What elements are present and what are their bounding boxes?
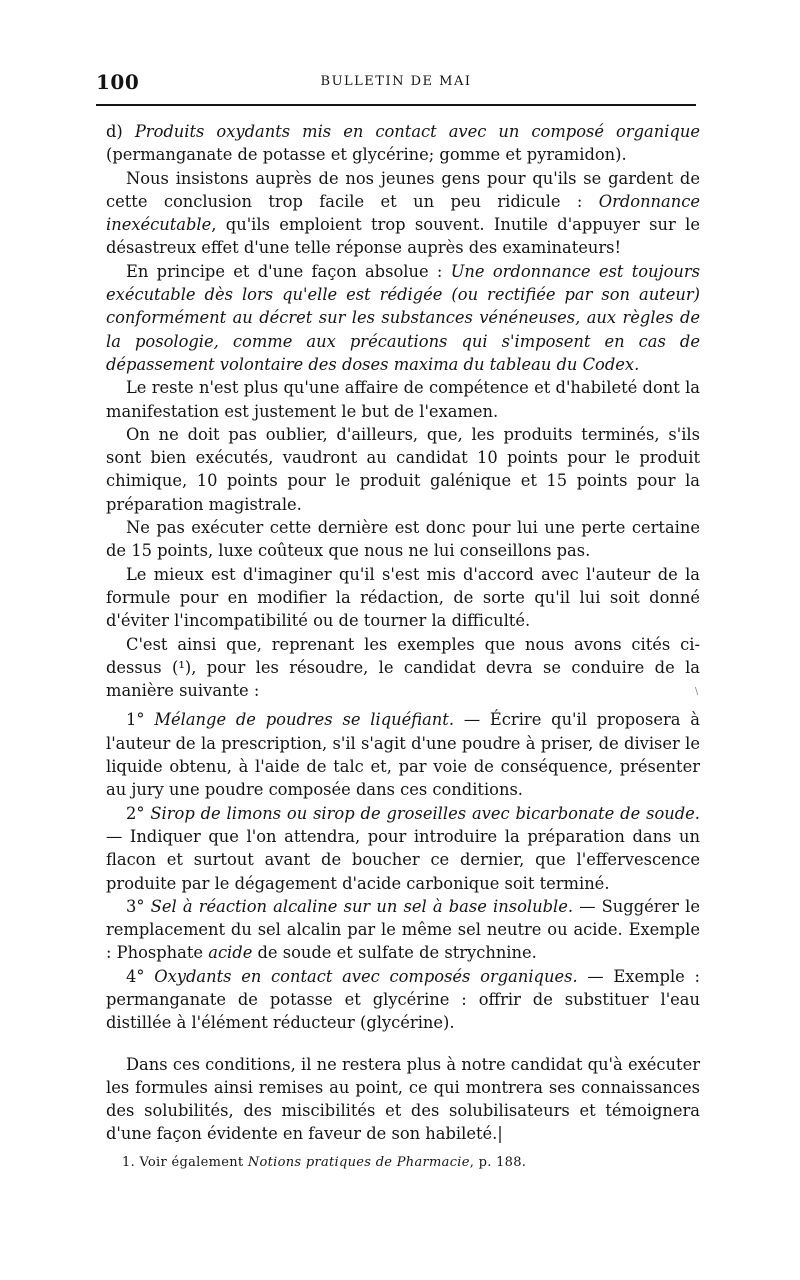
- stray-mark: ∖: [693, 687, 700, 698]
- list-item-2-number: 2°: [126, 803, 151, 823]
- list-item-3-text-b: de soude et sulfate de strychnine.: [252, 943, 537, 963]
- page-header: [96, 70, 696, 100]
- list-item-3-text-a: — Suggérer le remplacement du sel alcalin par le même sel neutre ou acide. Exemple : Phosphate: [106, 896, 700, 963]
- paragraph-2-text-a: En principe et d'une façon absolue :: [126, 261, 451, 281]
- paragraph-6: Le mieux est d'imaginer qu'il s'est mis d'accord avec l'auteur de la formule pour en modifier la rédaction, de sorte qu'il lui soit donné d'éviter l'incompatibilité ou de tourner la difficulté.: [106, 564, 700, 631]
- paragraph-7: C'est ainsi que, reprenant les exemples que nous avons cités ci-dessus (¹), pour les résoudre, le candidat devra se conduire de la manière suivante :: [106, 634, 700, 701]
- footnote-number: 1.: [122, 1155, 140, 1170]
- list-item-2: [106, 802, 700, 895]
- running-head: BULLETIN DE MAI: [320, 74, 472, 89]
- paragraph-2: [106, 260, 700, 376]
- header-rule: [96, 104, 696, 106]
- list-item-4: [106, 965, 700, 1035]
- list-item-2-text: — Indiquer que l'on attendra, pour introduire la préparation dans un flacon et surtout avant de boucher ce dernier, que l'effervescence produite par le dégagement d'acide carbonique soit terminé.: [106, 826, 700, 893]
- paragraph-4: On ne doit pas oublier, d'ailleurs, que, les produits terminés, s'ils sont bien exécutés, vaudront au candidat 10 points pour le produit chimique, 10 points pour le produit galénique et 15 points pour la préparation magistrale.: [106, 424, 700, 514]
- list-item-1-title: Mélange de poudres se liquéfiant.: [154, 710, 455, 730]
- list-item-4-title: Oxydants en contact avec composés organiques.: [154, 966, 578, 986]
- footnote-italic: Notions pratiques de Pharmacie: [247, 1155, 470, 1170]
- footnote: [122, 1155, 682, 1170]
- item-text-d: (permanganate de potasse et glycérine; gomme et pyramidon).: [106, 145, 627, 165]
- list-item-3: [106, 895, 700, 965]
- list-item-1-number: 1°: [126, 710, 155, 730]
- paragraph-8: Dans ces conditions, il ne restera plus à notre candidat qu'à exécuter les formules ainsi remises au point, ce qui montrera ses connaissances des solubilités, des miscibilités et des solubilisateurs et témoignera d'une façon évidente en faveur de son habileté.|: [106, 1054, 700, 1144]
- paragraph-1-text-b: , qu'ils emploient trop souvent. Inutile d'appuyer sur le désastreux effet d'une telle réponse auprès des examinateurs!: [106, 215, 700, 258]
- list-item-2-title: Sirop de limons ou sirop de groseilles avec bicarbonate de soude.: [150, 803, 700, 823]
- item-title-d: Produits oxydants mis en contact avec un composé organique: [134, 122, 701, 141]
- page-number: 100: [96, 70, 140, 94]
- list-item-4-number: 4°: [126, 966, 155, 986]
- paragraph-1-text-a: Nous insistons auprès de nos jeunes gens pour qu'ils se gardent de cette conclusion trop facile et un peu ridicule :: [106, 168, 700, 211]
- list-item-3-number: 3°: [126, 896, 151, 916]
- paragraph-2-italic: Une ordonnance est toujours exécutable dès lors qu'elle est rédigée (ou rectifiée par son auteur) conformément au décret sur les substances vénéneuses, aux règles de la posologie, comme aux précautions qui s'imposent en cas de dépassement volontaire des doses maxima du tableau du Codex.: [106, 261, 700, 374]
- footnote-text-a: Voir également: [139, 1155, 248, 1170]
- body-text: [106, 120, 700, 1146]
- item-label-d: d): [106, 122, 135, 141]
- list-item-3-title: Sel à réaction alcaline sur un sel à base insoluble.: [150, 896, 574, 916]
- paragraph-3: Le reste n'est plus qu'une affaire de compétence et d'habileté dont la manifestation est justement le but de l'examen.: [106, 378, 700, 421]
- list-item-3-acide: acide: [208, 943, 253, 963]
- paragraph-d: [106, 120, 700, 167]
- list-item-1-text: — Écrire qu'il proposera à l'auteur de la prescription, s'il s'agit d'une poudre à priser, de diviser le liquide obtenu, à l'aide de talc et, par voie de conséquence, présenter au jury une poudre composée dans ces conditions.: [106, 710, 700, 800]
- paragraph-1-italic: Ordonnance inexécutable: [106, 191, 700, 235]
- paragraph-5: Ne pas exécuter cette dernière est donc pour lui une perte certaine de 15 points, luxe coûteux que nous ne lui conseillons pas.: [106, 518, 700, 561]
- footnote-text-b: , p. 188.: [469, 1155, 527, 1170]
- list-item-1: [106, 708, 700, 801]
- list-item-4-text: — Exemple : permanganate de potasse et glycérine : offrir de substituer l'eau distillée à l'élément réducteur (glycérine).: [106, 966, 701, 1033]
- paragraph-1: [106, 167, 700, 260]
